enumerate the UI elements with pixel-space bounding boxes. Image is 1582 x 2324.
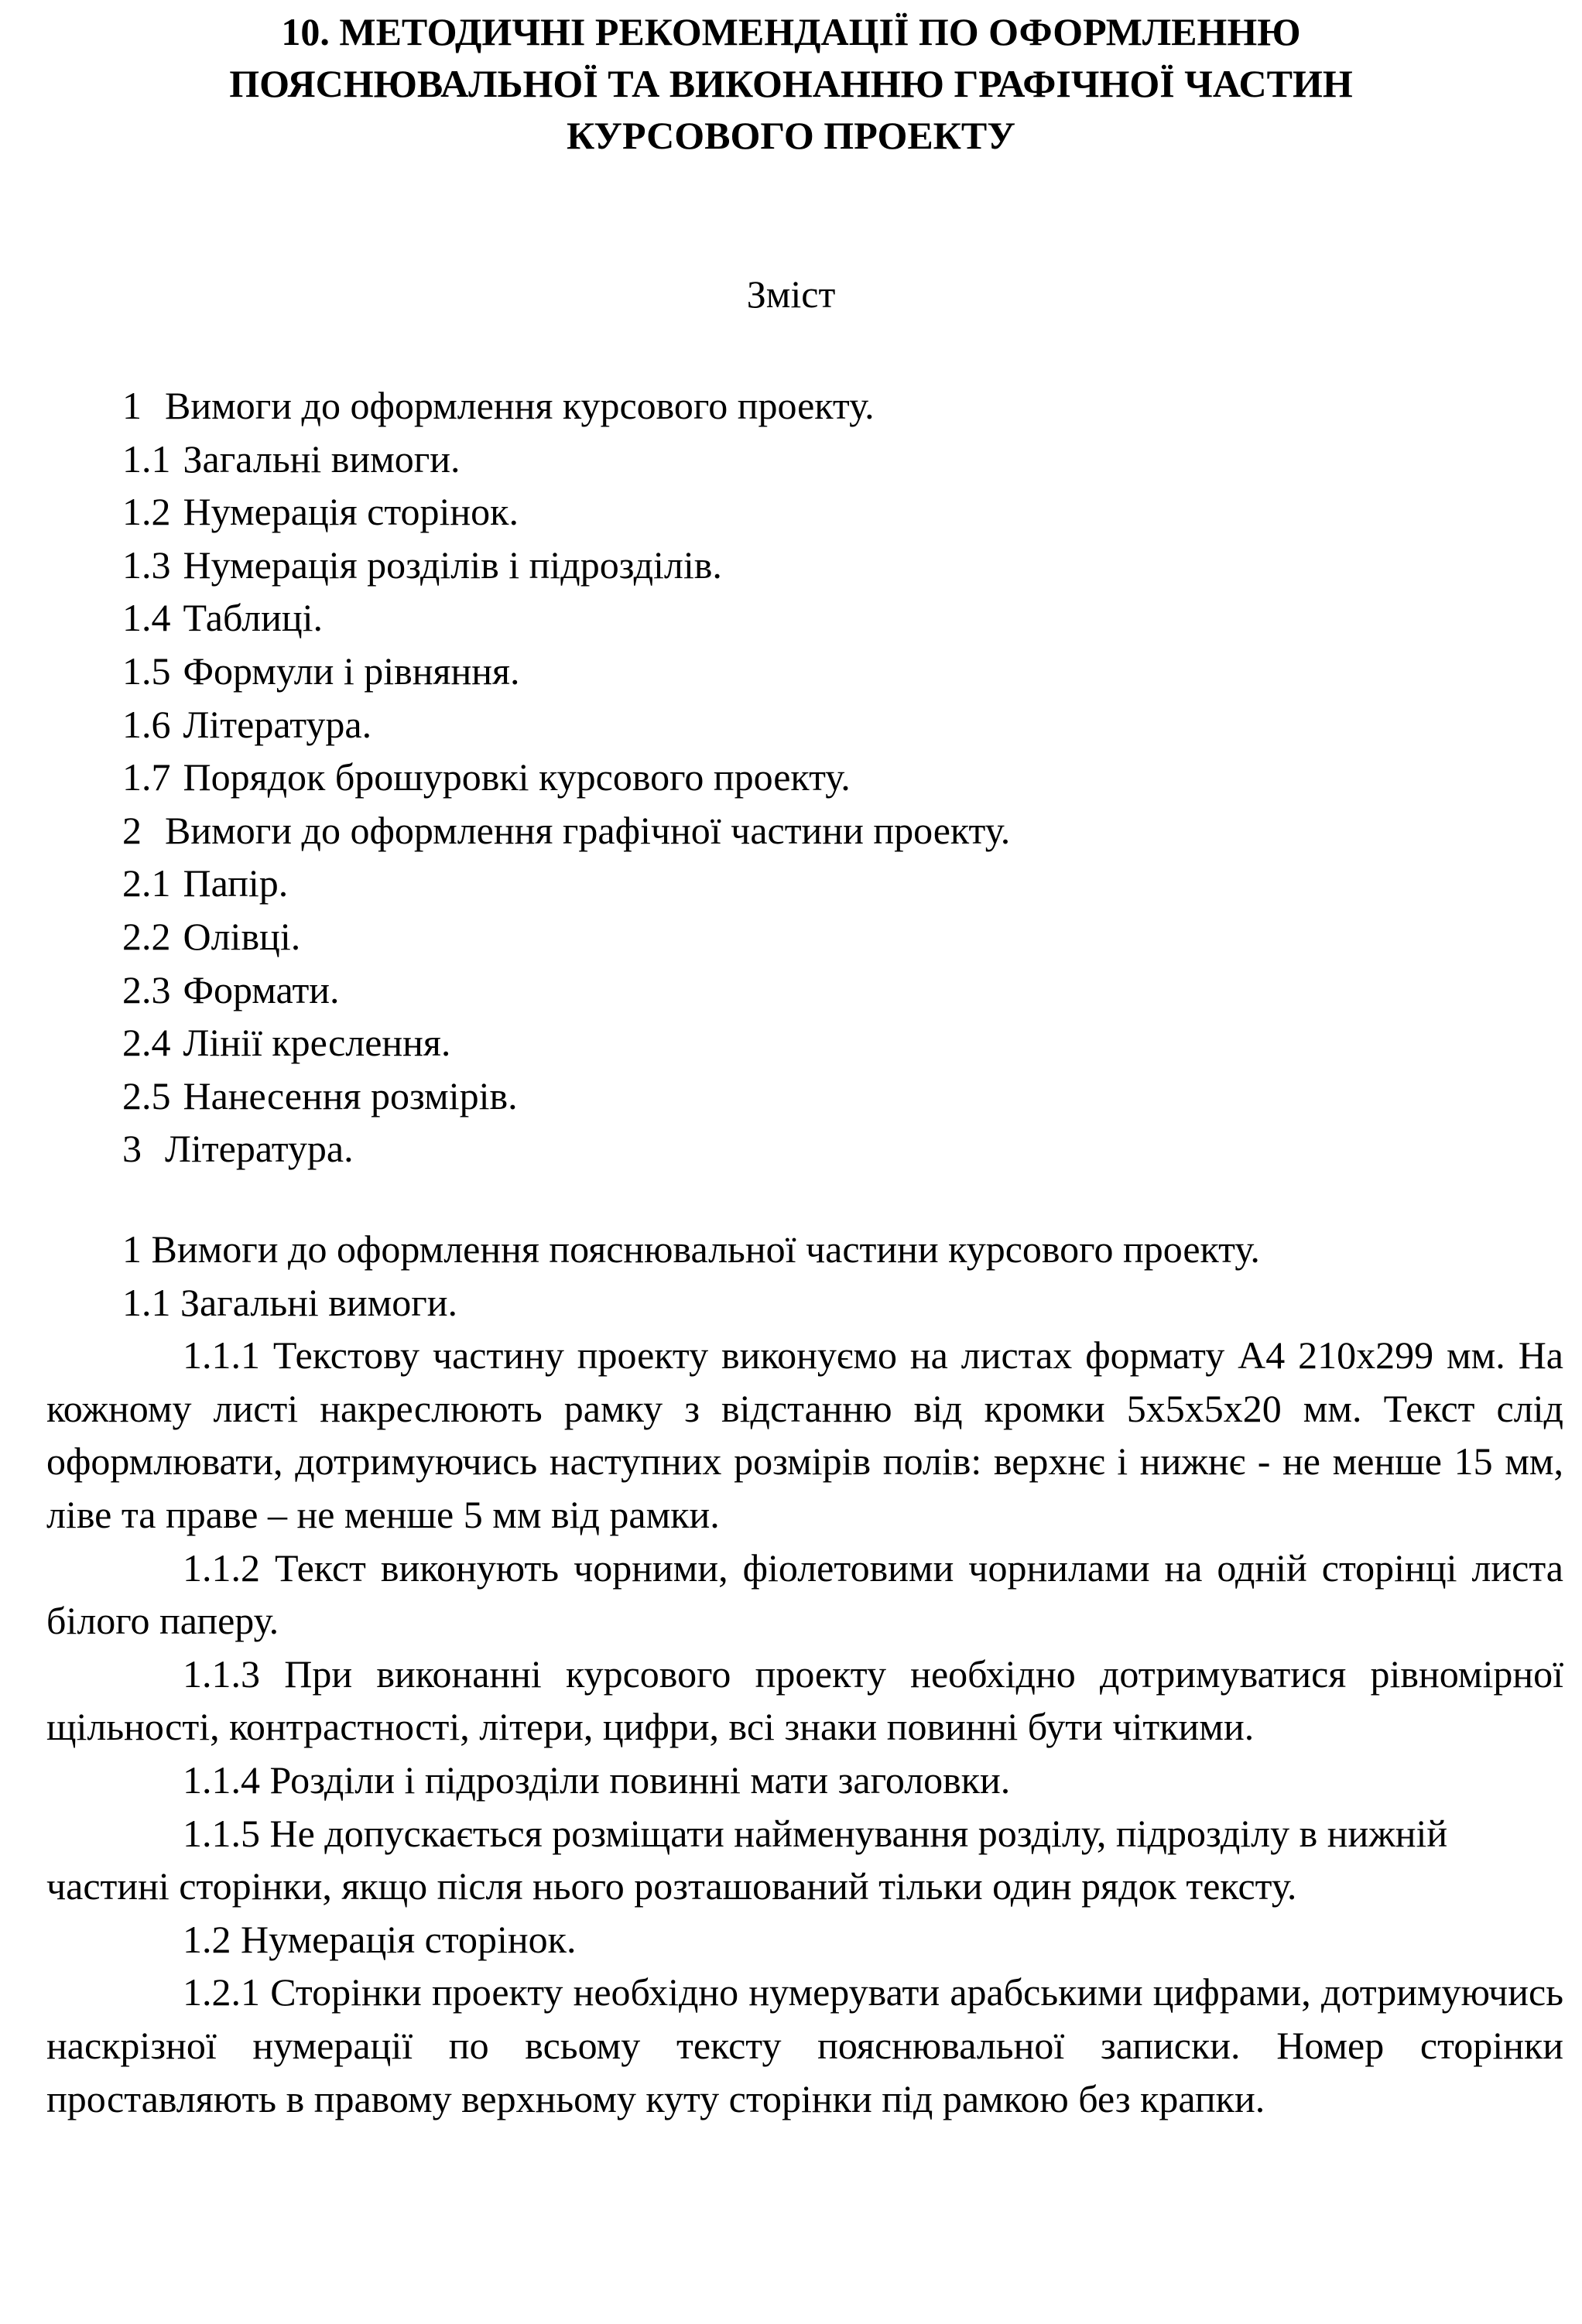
- toc-item-number: 1.4: [122, 596, 171, 640]
- section-heading: 1 Вимоги до оформлення пояснювальної частини курсового проекту.: [122, 1227, 1260, 1271]
- toc-item: [122, 751, 1010, 804]
- toc-item: [122, 857, 1010, 910]
- toc-item-text: Нумерація розділів і підрозділів.: [183, 542, 722, 587]
- toc-item: [122, 698, 1010, 751]
- toc-item-text: Нанесення розмірів.: [183, 1073, 518, 1118]
- toc-item: [122, 645, 1010, 698]
- toc-item-number: 2: [122, 808, 142, 852]
- paragraph: 1.1.4 Розділи і підрозділи повинні мати заголовки.: [183, 1758, 1011, 1802]
- toc-item-text: Формули і рівняння.: [183, 649, 520, 693]
- title-line-1: 10. МЕТОДИЧНІ РЕКОМЕНДАЦІЇ ПО ОФОРМЛЕННЮ: [281, 10, 1301, 53]
- toc-item-text: Лінії креслення.: [183, 1021, 451, 1065]
- toc-item-number: 2.3: [122, 967, 171, 1011]
- subsection-heading: 1.1 Загальні вимоги.: [122, 1280, 458, 1324]
- subsection-heading: 1.2 Нумерація сторінок.: [183, 1917, 577, 1961]
- toc-item: [122, 433, 1010, 486]
- paragraph: 1.1.2 Текст виконують чорними, фіолетовими чорнилами на одній сторінці листа білого паперу.: [46, 1545, 1563, 1643]
- toc-item-number: 2.5: [122, 1073, 171, 1118]
- toc-item-number: 1.2: [122, 490, 171, 534]
- paragraph: 1.1.3 При виконанні курсового проекту необхідно дотримуватися рівномірної щільності, контрастності, літери, цифри, всі знаки повинні бути чіткими.: [46, 1651, 1563, 1749]
- toc-item: [122, 804, 1010, 857]
- toc-item-text: Література.: [183, 702, 372, 746]
- toc-item-text: Олівці.: [183, 914, 301, 958]
- toc-item-number: 1.3: [122, 542, 171, 587]
- toc-item-number: 3: [122, 1127, 142, 1171]
- toc-item-text: Вимоги до оформлення курсового проекту.: [165, 384, 875, 427]
- toc-item-number: 1.5: [122, 649, 171, 693]
- toc-item: [122, 1016, 1010, 1070]
- document-title: [0, 6, 1582, 162]
- paragraph: 1.1.1 Текстову частину проекту виконуємо на листах формату А4 210х299 мм. На кожному листі накреслюють рамку з відстанню від кромки 5х5х5х20 мм. Текст слід оформлювати, дотримуючись наступних розмірів полів: верхнє і нижнє - не менше 15 мм, ліве та праве – не менше 5 мм від рамки.: [46, 1333, 1563, 1536]
- table-of-contents: [122, 379, 1010, 1176]
- toc-item: [122, 379, 1010, 433]
- toc-item-text: Література.: [165, 1127, 354, 1171]
- toc-item-number: 1: [122, 384, 142, 427]
- toc-item: [122, 591, 1010, 645]
- toc-item-text: Формати.: [183, 967, 340, 1011]
- toc-item-number: 2.1: [122, 861, 171, 905]
- toc-item-number: 1.7: [122, 755, 171, 799]
- toc-item: [122, 1070, 1010, 1123]
- toc-item-number: 1.6: [122, 702, 171, 746]
- toc-item-number: 1.1: [122, 436, 171, 481]
- toc-item: [122, 910, 1010, 963]
- toc-item-text: Загальні вимоги.: [183, 436, 461, 481]
- toc-item-text: Порядок брошуровкі курсового проекту.: [183, 755, 851, 799]
- toc-item-text: Папір.: [183, 861, 289, 905]
- toc-item-text: Вимоги до оформлення графічної частини проекту.: [165, 808, 1011, 852]
- title-line-3: КУРСОВОГО ПРОЕКТУ: [567, 114, 1015, 157]
- toc-item-text: Таблиці.: [183, 596, 324, 640]
- toc-item-text: Нумерація сторінок.: [183, 490, 519, 534]
- body-text: [46, 1223, 1563, 2125]
- toc-heading: Зміст: [746, 272, 836, 316]
- paragraph: 1.1.5 Не допускається розміщати найменування розділу, підрозділу в нижній частині сторінки, якщо після нього розташований тільки один рядок тексту.: [46, 1811, 1448, 1908]
- toc-item: [122, 485, 1010, 539]
- paragraph: 1.2.1 Сторінки проекту необхідно нумерувати арабськими цифрами, дотримуючись наскрізної нумерації по всьому тексту пояснювальної записки. Номер сторінки проставляють в правому верхньому куту сторінки під рамкою без крапки.: [46, 1970, 1563, 2120]
- toc-item: [122, 963, 1010, 1017]
- toc-item: [122, 539, 1010, 592]
- toc-item-number: 2.2: [122, 914, 171, 958]
- toc-item-number: 2.4: [122, 1021, 171, 1065]
- toc-item: [122, 1122, 1010, 1176]
- title-line-2: ПОЯСНЮВАЛЬНОЇ ТА ВИКОНАННЮ ГРАФІЧНОЇ ЧАСТИН: [229, 62, 1353, 105]
